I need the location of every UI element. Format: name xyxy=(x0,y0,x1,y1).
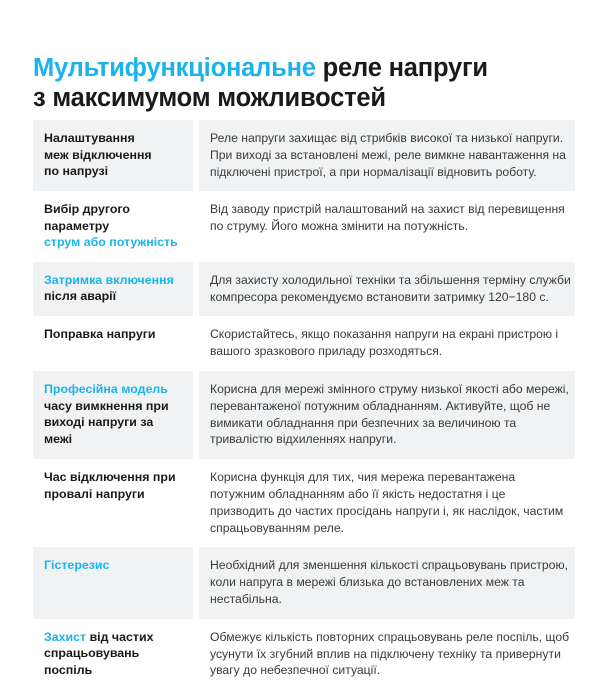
spec-term-line: Гістерезис xyxy=(44,558,110,573)
spec-term-line xyxy=(44,629,181,646)
table-row xyxy=(33,262,575,317)
table-row xyxy=(33,120,575,191)
spec-term-cell xyxy=(33,459,193,547)
spec-term-line: меж відключення xyxy=(44,147,152,162)
spec-description-cell: Корисна функція для тих, чия мережа перевантажена потужним обладнанням або її якість недостатня і це призводить до частих просідань напруги і, як наслідок, частим спрацьовуванням реле. xyxy=(199,459,575,547)
spec-term-cell xyxy=(33,120,193,191)
spec-term-line: по напрузі xyxy=(44,164,109,178)
table-row xyxy=(33,191,575,262)
page-title-accent-word: Мультифункціональне xyxy=(33,54,316,83)
spec-term-cell xyxy=(33,371,193,459)
spec-term-cell xyxy=(33,316,193,371)
spec-term-line: спрацьовувань поспіль xyxy=(44,646,140,677)
spec-description-cell: Від заводу пристрій налаштований на захист від перевищення по струму. Його можна змінити на потужність. xyxy=(199,191,575,262)
spec-term-cell xyxy=(33,619,193,690)
spec-description-cell: Необхідний для зменшення кількості спрацьовувань пристрою, коли напруга в мережі близька до встановлених меж та нестабільна. xyxy=(199,547,575,618)
spec-description-cell: Обмежує кількість повторних спрацьовувань реле поспіль, щоб усунути їх згубний вплив на підключену техніку та привернути увагу до небезпечної ситуації. xyxy=(199,619,575,690)
spec-description-cell: Корисна для мережі змінного струму низької якості або мережі, перевантаженої потужним обладнанням. Активуйте, щоб не вимикати обладнання при безпечних за величиною та тривалістю відхиленнях напруги. xyxy=(199,371,575,459)
spec-term-line: Час відключення при xyxy=(44,470,176,485)
spec-term-line: виході напруги за межі xyxy=(44,415,154,446)
table-row xyxy=(33,316,575,371)
spec-term-line: Затримка включення xyxy=(44,272,174,287)
table-row xyxy=(33,619,575,690)
spec-term-line: провалі напруги xyxy=(44,486,145,501)
spec-term-line: Налаштування xyxy=(44,131,135,145)
page-title xyxy=(33,53,593,113)
spec-term-line: Вибір другого параметру xyxy=(44,202,130,233)
spec-term-cell xyxy=(33,547,193,618)
spec-term-cell xyxy=(33,191,193,262)
specification-table xyxy=(33,120,575,690)
page-title-rest: реле напруги xyxy=(315,54,488,83)
spec-term-line: часу вимкнення при xyxy=(44,398,169,413)
page-title-line2: з максимумом можливостей xyxy=(33,84,386,113)
table-row xyxy=(33,547,575,618)
spec-term-accent: Захист xyxy=(44,629,87,644)
spec-description-cell: Скористайтесь, якщо показання напруги на екрані пристрою і вашого зразкового приладу розходяться. xyxy=(199,316,575,371)
spec-term-cell xyxy=(33,262,193,317)
spec-term-line: Професійна модель xyxy=(44,382,168,397)
spec-description-cell: Для захисту холодильної техніки та збільшення терміну служби компресора рекомендуємо встановити затримку 120−180 с. xyxy=(199,262,575,317)
spec-term-line: Поправка напруги xyxy=(44,327,156,342)
spec-term-line: струм або потужність xyxy=(44,235,178,250)
spec-description-cell: Реле напруги захищає від стрибків високої та низької напруги. При виході за встановлені межі, реле вимкне навантаження на підключені пристрої, а при нормалізації відновить роботу. xyxy=(199,120,575,191)
table-row xyxy=(33,371,575,459)
table-row xyxy=(33,459,575,547)
spec-term-plain: від частих xyxy=(86,629,154,644)
spec-term-line: після аварії xyxy=(44,289,117,304)
